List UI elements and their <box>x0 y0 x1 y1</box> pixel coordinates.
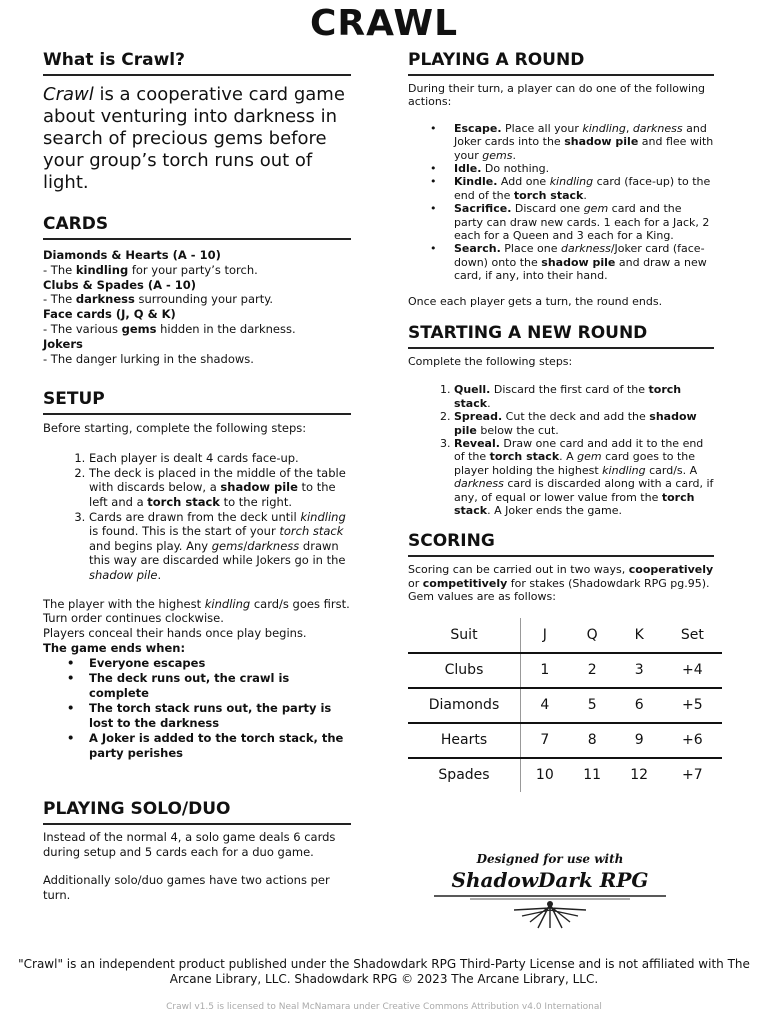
table-cell: Spades <box>408 758 521 792</box>
step-spread: 2. Spread. Cut the deck and add the shadow pile below the cut. <box>454 410 714 437</box>
table-cell: 10 <box>521 758 569 792</box>
setup-step: 1. Each player is dealt 4 cards face-up. <box>89 451 351 466</box>
table-cell: 6 <box>616 688 663 723</box>
game-ends-list <box>43 656 351 761</box>
shadowdark-logo <box>430 852 670 944</box>
table-cell: 9 <box>616 723 663 758</box>
right-column <box>408 50 714 792</box>
round-outro: Once each player gets a turn, the round ends. <box>408 294 663 308</box>
list-item: • A Joker is added to the torch stack, the party perishes <box>89 731 351 761</box>
page-title: CRAWL <box>309 3 459 44</box>
setup-step: 3. Cards are drawn from the deck until kindling is found. This is the start of your torch stack and begins play. Any gems/darkness drawn this way are discarded while Jokers go in the shadow pile. <box>89 510 351 583</box>
scoring-heading: SCORING <box>408 531 714 557</box>
solo-text-2: Additionally solo/duo games have two actions per turn. <box>43 873 330 903</box>
table-cell: 1 <box>521 653 569 688</box>
table-cell: +6 <box>663 723 722 758</box>
table-cell: Clubs <box>408 653 521 688</box>
column-header: Set <box>680 626 704 643</box>
table-row <box>408 653 722 688</box>
column-header: Suit <box>408 618 521 653</box>
gem-values-table <box>408 618 722 792</box>
round-heading: PLAYING A ROUND <box>408 50 714 76</box>
cards-heading: CARDS <box>43 214 351 240</box>
intro-text: Crawl is a cooperative card game about venturing into darkness in search of precious gems before your group’s torch runs out of light. <box>43 84 345 193</box>
table-cell: Hearts <box>408 723 521 758</box>
conceal-text: Players conceal their hands once play begins. <box>43 626 307 641</box>
table-cell: 12 <box>616 758 663 792</box>
card-item: Jokers - The danger lurking in the shadows. <box>43 336 254 366</box>
what-heading: What is Crawl? <box>43 50 351 76</box>
logo-tagline: Designed for use with <box>476 852 624 866</box>
logo-wordmark: ShadowDark RPG <box>451 868 649 892</box>
table-cell: +4 <box>663 653 722 688</box>
action-idle: • Idle. Do nothing. <box>454 162 714 175</box>
table-cell: 8 <box>569 723 616 758</box>
newround-intro: Complete the following steps: <box>408 355 573 369</box>
list-item: • Everyone escapes <box>89 656 351 671</box>
table-cell: 5 <box>569 688 616 723</box>
column-header: Q <box>586 626 598 643</box>
setup-intro: Before starting, complete the following steps: <box>43 421 307 436</box>
setup-heading: SETUP <box>43 389 351 415</box>
action-kindle: • Kindle. Add one kindling card (face-up) to the end of the torch stack. <box>454 175 714 202</box>
license-footer: "Crawl" is an independent product published under the Shadowdark RPG Third-Party License and is not affiliated with The Arcane Library, LLC. Shadowdark RPG © 2023 The Arcane Library, LLC. <box>18 957 750 986</box>
newround-steps <box>408 383 714 517</box>
table-cell: 4 <box>521 688 569 723</box>
table-cell: 2 <box>569 653 616 688</box>
gem-values-label: Gem values are as follows: <box>408 590 556 604</box>
table-cell: 11 <box>569 758 616 792</box>
table-header-row <box>408 618 722 653</box>
solo-heading: PLAYING SOLO/DUO <box>43 799 351 825</box>
solo-text-1: Instead of the normal 4, a solo game deals 6 cards during setup and 5 cards each for a duo game. <box>43 829 336 859</box>
step-quell: 1. Quell. Discard the first card of the torch stack. <box>454 383 714 410</box>
column-header: K <box>634 626 644 643</box>
game-ends-label: The game ends when: <box>43 640 186 655</box>
card-item: Diamonds & Hearts (A - 10) - The kindling for your party’s torch. <box>43 248 258 277</box>
table-cell: +5 <box>663 688 722 723</box>
setup-steps <box>43 451 351 582</box>
column-header: J <box>542 626 547 643</box>
table-cell: +7 <box>663 758 722 792</box>
list-item: • The deck runs out, the crawl is complete <box>89 671 351 701</box>
table-cell: 3 <box>616 653 663 688</box>
actions-list <box>408 122 714 283</box>
step-reveal: 3. Reveal. Draw one card and add it to the end of the torch stack. A gem card goes to the player holding the highest kindling card/s. A darkness card is discarded along with a card, if any, of equal or lower value from the torch stack. A Joker ends the game. <box>454 437 714 517</box>
list-item: • The torch stack runs out, the party is lost to the darkness <box>89 701 351 731</box>
scoring-text: Scoring can be carried out in two ways, cooperatively or competitively for stakes (Shadowdark RPG pg.95). <box>408 563 714 590</box>
setup-step: 2. The deck is placed in the middle of the table with discards below, a shadow pile to the left and a torch stack to the right. <box>89 466 351 510</box>
license-credit: Crawl v1.5 is licensed to Neal McNamara under Creative Commons Attribution v4.0 International <box>166 1002 602 1012</box>
action-search: • Search. Place one darkness/Joker card (face-down) onto the shadow pile and draw a new card, if any, into their hand. <box>454 242 714 282</box>
action-sacrifice: • Sacrifice. Discard one gem card and the party can draw new cards. 1 each for a Jack, 2 each for a Queen and 3 each for a King. <box>454 202 714 242</box>
card-item: Face cards (J, Q & K) - The various gems hidden in the darkness. <box>43 307 296 336</box>
logo-ornament-icon <box>430 892 670 932</box>
table-row <box>408 688 722 723</box>
card-item: Clubs & Spades (A - 10) - The darkness surrounding your party. <box>43 277 274 307</box>
table-row <box>408 758 722 792</box>
table-cell: 7 <box>521 723 569 758</box>
round-intro: During their turn, a player can do one of the following actions: <box>408 82 706 109</box>
action-escape: • Escape. Place all your kindling, darkness and Joker cards into the shadow pile and flee with your gems. <box>454 122 714 162</box>
turn-order-text: The player with the highest kindling card/s goes first. Turn order continues clockwise. <box>43 596 350 626</box>
table-row <box>408 723 722 758</box>
table-cell: Diamonds <box>408 688 521 723</box>
cards-list <box>43 248 351 366</box>
newround-heading: STARTING A NEW ROUND <box>408 323 714 349</box>
left-column <box>43 50 351 903</box>
